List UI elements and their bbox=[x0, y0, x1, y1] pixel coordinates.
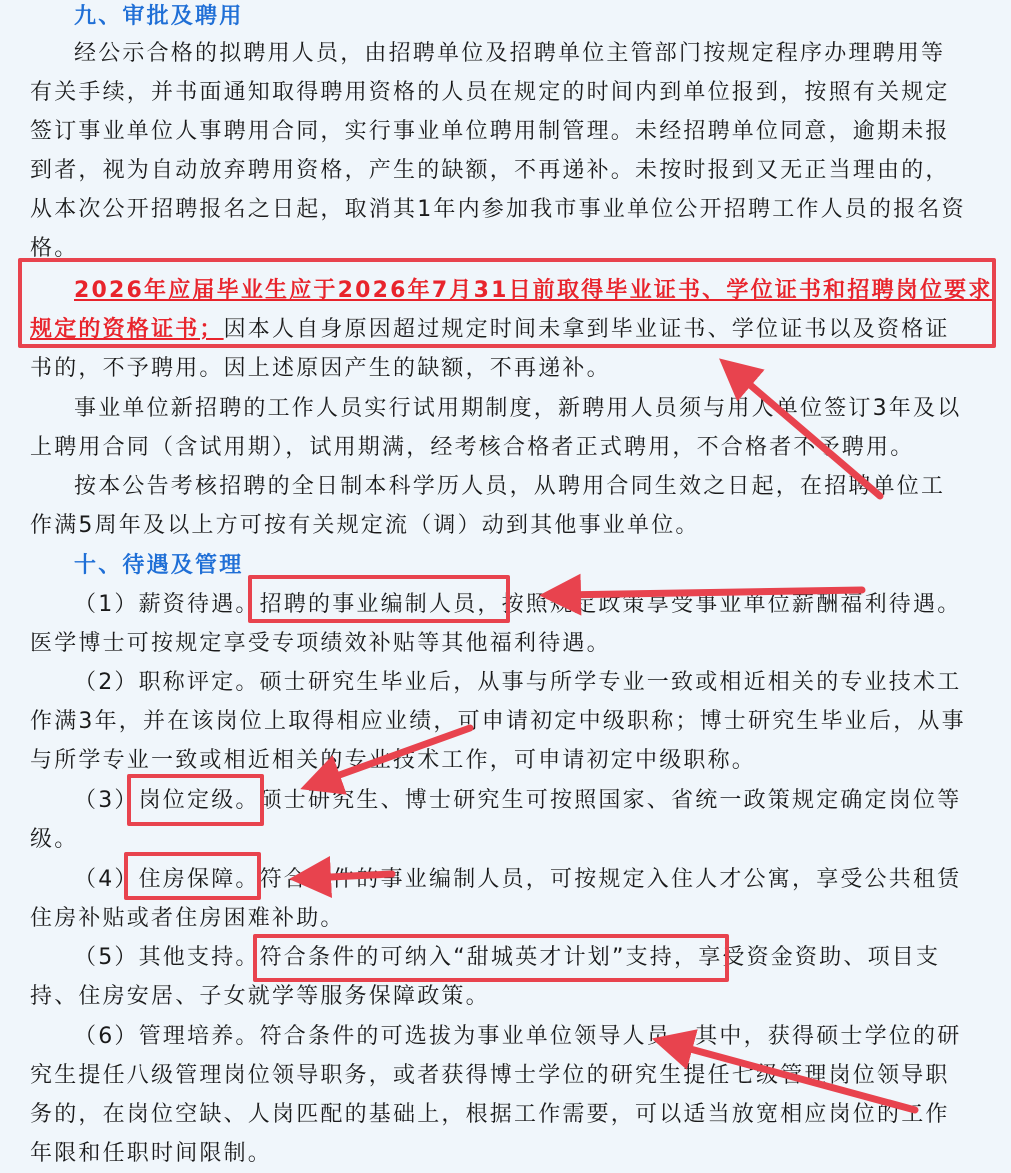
list-item: 务的，在岗位空缺、人岗匹配的基础上，根据工作需要，可以适当放宽相应岗位的工作 bbox=[30, 1102, 950, 1127]
highlighted-requirement-text: 2026年应届毕业生应于2026年7月31日前取得毕业证书、学位证书和招聘岗位要求 bbox=[74, 278, 993, 303]
list-item: （1）薪资待遇。招聘的事业编制人员，按照规定政策享受事业单位薪酬福利待遇。 bbox=[74, 592, 962, 617]
paragraph-line: 事业单位新招聘的工作人员实行试用期制度，新聘用人员须与用人单位签订3年及以 bbox=[74, 396, 962, 421]
paragraph-line: 有关手续，并书面通知取得聘用资格的人员在规定的时间内到单位报到，按照有关规定 bbox=[30, 80, 950, 105]
list-item: （2）职称评定。硕士研究生毕业后，从事与所学专业一致或相近相关的专业技术工 bbox=[74, 670, 962, 695]
paragraph-line: 签订事业单位人事聘用合同，实行事业单位聘用制管理。未经招聘单位同意，逾期未报 bbox=[30, 119, 950, 144]
list-item: （4）住房保障。符合条件的事业编制人员，可按规定入住人才公寓，享受公共租赁 bbox=[74, 867, 962, 892]
arrow-icon bbox=[735, 372, 880, 496]
paragraph-line: 到者，视为自动放弃聘用资格，产生的缺额，不再递补。未按时报到又无正当理由的， bbox=[30, 158, 950, 183]
paragraph-line: 按本公告考核招聘的全日制本科学历人员，从聘用合同生效之日起，在招聘单位工 bbox=[74, 474, 946, 499]
list-item: 住房补贴或者住房困难补助。 bbox=[30, 906, 345, 931]
list-item: 年限和任职时间限制。 bbox=[30, 1141, 273, 1166]
paragraph-text: 因本人自身原因超过规定时间未拿到毕业证书、学位证书以及资格证 bbox=[223, 317, 950, 342]
arrow-icon bbox=[672, 1044, 915, 1110]
paragraph-line: 从本次公开招聘报名之日起，取消其1年内参加我市事业单位公开招聘工作人员的报名资 bbox=[30, 197, 966, 222]
section-heading-approval: 九、审批及聘用 bbox=[74, 4, 244, 29]
paragraph-line: 书的，不予聘用。因上述原因产生的缺额，不再递补。 bbox=[30, 356, 611, 381]
list-item: 作满3年，并在该岗位上取得相应业绩，可申请初定中级职称；博士研究生毕业后，从事 bbox=[30, 709, 966, 734]
list-item: 与所学专业一致或相近相关的专业技术工作，可申请初定中级职称。 bbox=[30, 748, 757, 773]
arrow-icon bbox=[320, 728, 470, 782]
highlighted-requirement-text: 规定的资格证书； bbox=[30, 317, 224, 342]
list-item: （6）管理培养。符合条件的可选拔为事业单位领导人员。其中，获得硕士学位的研 bbox=[74, 1024, 962, 1049]
paragraph-line: 格。 bbox=[30, 236, 79, 261]
paragraph-line: 作满5周年及以上方可按有关规定流（调）动到其他事业单位。 bbox=[30, 513, 700, 538]
paragraph-line: 上聘用合同（含试用期），试用期满，经考核合格者正式聘用，不合格者不予聘用。 bbox=[30, 435, 915, 460]
list-item: 持、住房安居、子女就学等服务保障政策。 bbox=[30, 984, 490, 1009]
arrow-icon bbox=[560, 590, 862, 595]
paragraph-line: 经公示合格的拟聘用人员，由招聘单位及招聘单位主管部门按规定程序办理聘用等 bbox=[74, 41, 946, 66]
arrow-icon bbox=[310, 874, 392, 878]
list-item: 医学博士可按规定享受专项绩效补贴等其他福利待遇。 bbox=[30, 631, 611, 656]
list-item: （3）岗位定级。硕士研究生、博士研究生可按照国家、省统一政策规定确定岗位等 bbox=[74, 788, 962, 813]
list-item: 究生提任八级管理岗位领导职务，或者获得博士学位的研究生提任七级管理岗位领导职 bbox=[30, 1063, 950, 1088]
list-item: （5）其他支持。符合条件的可纳入“甜城英才计划”支持，享受资金资助、项目支 bbox=[74, 945, 941, 970]
list-item: 级。 bbox=[30, 827, 79, 852]
section-heading-benefits: 十、待遇及管理 bbox=[74, 553, 244, 578]
